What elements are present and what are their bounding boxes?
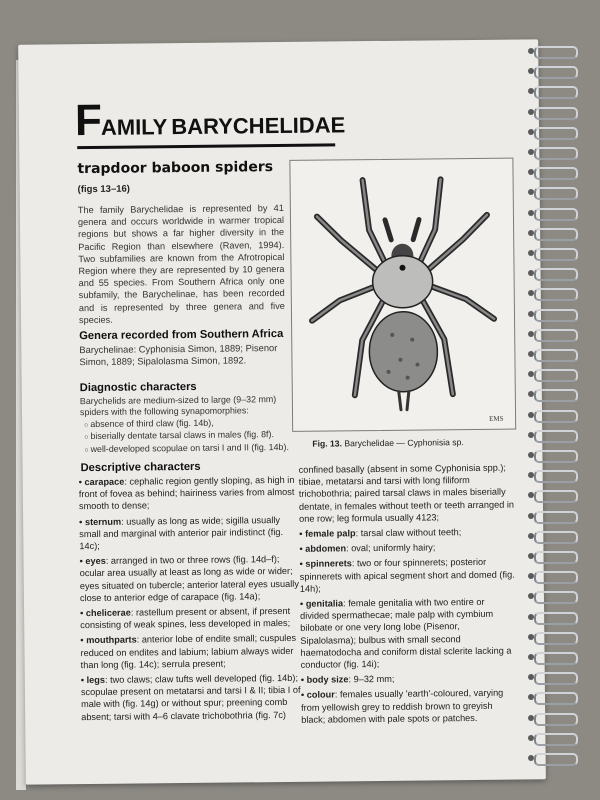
binding-hole (528, 432, 534, 438)
binding-hole (528, 715, 534, 721)
spiral-binding (534, 46, 588, 776)
diagnostic-heading: Diagnostic characters (79, 380, 197, 395)
diagnostic-list (80, 417, 292, 456)
descriptive-item: • body size: 9–32 mm; (301, 672, 517, 686)
binding-hole (528, 654, 534, 660)
title-family-name: BARYCHELIDAE (171, 112, 346, 140)
binding-hole (528, 230, 534, 236)
descriptive-item: • female palp: tarsal claw without teeth; (299, 526, 515, 540)
binding-hole (528, 634, 534, 640)
binding-ring (534, 66, 578, 79)
genera-text: Barychelinae: Cyphonisia Simon, 1889; Pisenor Simon, 1889; Sipalolasma Simon, 1892. (79, 342, 278, 368)
title-initial: F (74, 95, 102, 146)
binding-hole (528, 250, 534, 256)
binding-ring (534, 208, 578, 221)
binding-ring (534, 187, 578, 200)
binding-ring (534, 470, 578, 483)
binding-ring (534, 430, 578, 443)
spider-figure (289, 158, 516, 432)
binding-hole (528, 351, 534, 357)
descriptive-item: • sternum: usually as long as wide; sigilla usually small and marginal with anterior pair indistinct (fig. 14c); (79, 513, 299, 552)
binding-ring (534, 551, 578, 564)
binding-hole (528, 553, 534, 559)
spider-illustration (290, 159, 515, 431)
abdomen-shape (369, 311, 438, 392)
binding-ring (534, 511, 578, 524)
binding-ring (534, 450, 578, 463)
binding-ring (534, 288, 578, 301)
binding-ring (534, 652, 578, 665)
binding-ring (534, 672, 578, 685)
binding-ring (534, 632, 578, 645)
carapace-shape (372, 255, 433, 308)
diagnostic-item: ○ biserially dentate tarsal claws in males (fig. 8f). (84, 429, 292, 444)
binding-ring (534, 309, 578, 322)
binding-ring (534, 692, 578, 705)
binding-hole (528, 614, 534, 620)
binding-ring (534, 753, 578, 766)
binding-hole (528, 129, 534, 135)
figure-reference: (figs 13–16) (77, 183, 130, 196)
artist-signature: EMS (489, 414, 504, 423)
binding-hole (528, 452, 534, 458)
binding-ring (534, 369, 578, 382)
common-name: trapdoor baboon spiders (77, 159, 274, 178)
intro-paragraph: The family Barychelidae is represented by 41 genera and occurs worldwide in warmer tropical regions but shows a far higher diversity in the Pacific Region than elsewhere (Raven, 1994). Two subfamilies are known from the Afrotropical Region where they are represented by 10 genera and 55 species. From Southern Africa only one subfamily, the Barychelinae, has been recorded and is represented by three genera and five species. (77, 202, 285, 325)
binding-hole (528, 412, 534, 418)
binding-hole (528, 149, 534, 155)
binding-ring (534, 531, 578, 544)
binding-hole (528, 109, 534, 115)
binding-hole (528, 311, 534, 317)
binding-ring (534, 107, 578, 120)
binding-ring (534, 591, 578, 604)
descriptive-item: • carapace: cephalic region gently sloping, as high in front of fovea as behind; hairiness varies from almost smooth to dense; (79, 474, 299, 513)
descriptive-item: • spinnerets: two or four spinnerets; posterior spinnerets with apical segment short and domed (fig. 14h); (300, 556, 516, 595)
diagnostic-intro: Barychelids are medium-sized to large (9–32 mm) spiders with the following synapomorphies: (79, 394, 277, 418)
diagnostic-item: ○ absence of third claw (fig. 14b), (84, 417, 292, 432)
title-small-caps: AMILY (100, 114, 168, 140)
descriptive-item: • genitalia: female genitalia with two entire or divided spermathecae; male palp with cymbium bilobate or one very long lobe (Pisenor, Sipalolasma); bulbus with small second haematodocha and coniform distal sclerite lacking a conductor (fig. 14i); (300, 596, 517, 671)
binding-hole (528, 755, 534, 761)
binding-ring (534, 490, 578, 503)
binding-ring (534, 349, 578, 362)
binding-ring (534, 228, 578, 241)
descriptive-item: • chelicerae: rastellum present or absent, if present consisting of weak spines, less developed in males; (80, 605, 300, 632)
descriptive-item: • colour: females usually 'earth'-coloured, varying from yellowish grey to reddish brown to greyish black; abdomen with pale spots or patches. (301, 687, 517, 726)
binding-hole (528, 210, 534, 216)
caption-text: Barychelidae — Cyphonisia sp. (344, 437, 464, 449)
descriptive-item: • legs: two claws; claw tufts well developed (fig. 14b); scopulae present on metatarsi and tarsi I & II; tibia I of male with (fig. 14g) or without spur; preening comb absent; tarsi with 4–6 clavate trichobothria (fig. 7c) (81, 672, 301, 723)
descriptive-right-column (299, 462, 518, 729)
caption-label: Fig. 13. (312, 438, 342, 449)
binding-ring (534, 46, 578, 59)
binding-ring (534, 571, 578, 584)
binding-ring (534, 127, 578, 140)
book-page (18, 39, 546, 784)
binding-hole (528, 533, 534, 539)
binding-hole (528, 48, 534, 54)
binding-ring (534, 268, 578, 281)
diagnostic-item: ○ well-developed scopulae on tarsi I and II (fig. 14b). (84, 442, 292, 457)
binding-ring (534, 147, 578, 160)
binding-hole (528, 735, 534, 741)
binding-ring (534, 329, 578, 342)
descriptive-left-column (79, 474, 302, 726)
descriptive-item: • eyes: arranged in two or three rows (fig. 14d–f); ocular area usually at least as long as wide or wider; eyes situated on tubercle; anterior lateral eyes usually close to anterior edge of carapace (fig. 14a); (79, 553, 299, 604)
binding-ring (534, 248, 578, 261)
genera-heading: Genera recorded from Southern Africa (79, 327, 284, 343)
descriptive-continuation: confined basally (absent in some Cyphonisia spp.); tibiae, metatarsi and tarsi with long filiform trichobothria; paired tarsal claws in males biserially dentate, in females without teeth or teeth arranged in one row; leg formula usually 4123; (298, 462, 515, 524)
binding-ring (534, 389, 578, 402)
binding-ring (534, 86, 578, 99)
diagnostic-block (80, 394, 293, 456)
binding-hole (528, 331, 534, 337)
descriptive-item: • abdomen: oval; uniformly hairy; (299, 541, 515, 555)
binding-ring (534, 733, 578, 746)
binding-ring (534, 167, 578, 180)
binding-ring (534, 713, 578, 726)
descriptive-heading: Descriptive characters (80, 460, 201, 475)
binding-hole (528, 513, 534, 519)
binding-ring (534, 612, 578, 625)
figure-caption (312, 437, 464, 449)
binding-ring (534, 410, 578, 423)
family-title (75, 93, 346, 146)
descriptive-item: • mouthparts: anterior lobe of endite small; cuspules reduced on endites and labium; labium always wider than long (fig. 14c); serrula present; (80, 632, 300, 671)
